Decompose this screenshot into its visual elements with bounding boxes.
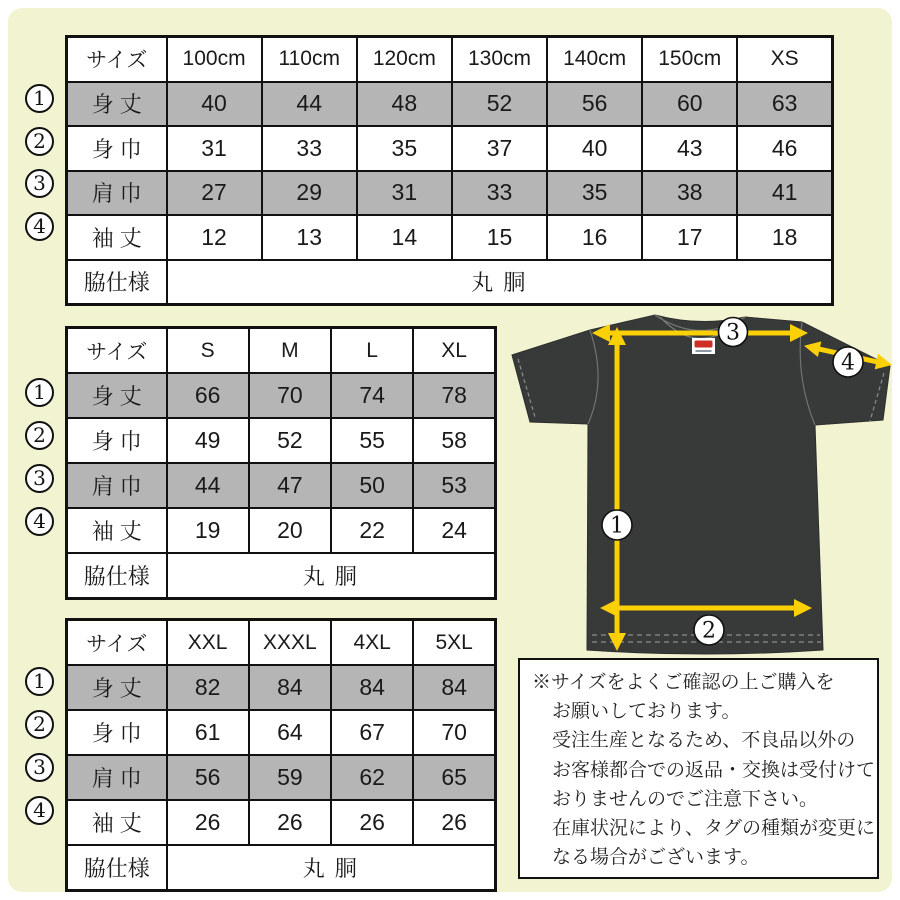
measure-row [67,710,496,755]
value-cell: 56 [167,755,249,800]
header-row [67,620,496,666]
value-cell: 70 [413,710,495,755]
value-cell: 48 [357,82,452,127]
value-cell: 26 [331,800,413,845]
value-cell: 26 [413,800,495,845]
value-cell: 24 [413,508,495,553]
value-cell: 18 [737,215,832,260]
kids-size-table-wrap [65,35,834,306]
value-cell: 17 [642,215,737,260]
svg-text:1: 1 [610,513,624,539]
notice-line: 在庫状況により、タグの種類が変更に [552,818,876,840]
header-cell: 4XL [331,620,413,666]
value-cell: 15 [452,215,547,260]
circled-4-badge: 4 [25,212,54,241]
row-label: 身 巾 [67,710,167,755]
measure-row [67,418,496,463]
header-cell: 130cm [452,37,547,82]
value-cell: 41 [737,171,832,216]
header-row [67,37,833,82]
value-cell: 55 [331,418,413,463]
notice-line: なる場合がございます。 [552,847,760,869]
value-cell: 56 [547,82,642,127]
header-cell: XL [413,328,495,374]
notice-line: ※サイズをよくご確認の上ご購入を [532,672,835,693]
kids-size-chart [65,35,834,306]
svg-text:2: 2 [702,618,716,644]
svg-text:4: 4 [841,350,855,376]
footer-row [67,553,496,599]
value-cell: 44 [262,82,357,127]
circled-4-badge: 4 [25,507,54,536]
tshirt-measurement-diagram [504,311,898,659]
value-cell: 33 [262,126,357,171]
measure-row [67,215,833,260]
value-cell: 74 [331,373,413,418]
circled-2-badge: 2 [25,421,54,450]
row-label: 身 丈 [67,82,167,127]
row-label: 身 丈 [67,373,167,418]
row-label: 身 巾 [67,126,167,171]
circled-1-badge [602,510,632,540]
notice-line: お客様都合での返品・交換は受付けて [552,759,876,781]
value-cell: 84 [331,665,413,710]
circled-3-badge [719,318,748,347]
circled-3-badge: 3 [25,753,54,782]
value-cell: 63 [737,82,832,127]
header-cell: 120cm [357,37,452,82]
svg-text:3: 3 [726,320,740,346]
value-cell: 60 [642,82,737,127]
value-cell: 33 [452,171,547,216]
value-cell: 14 [357,215,452,260]
value-cell: 19 [167,508,249,553]
header-cell: M [249,328,331,374]
circled-2-badge: 2 [25,127,54,156]
footer-label: 脇仕様 [67,553,167,599]
notice-line: お願いしております。 [552,701,741,723]
value-cell: 26 [249,800,331,845]
header-cell: 100cm [167,37,262,82]
measure-row [67,463,496,508]
footer-value: 丸 胴 [167,553,496,599]
notice-line: おりませんのでご注意下さい。 [552,788,819,810]
value-cell: 16 [547,215,642,260]
circled-1-badge: 1 [25,84,54,113]
header-cell: XS [737,37,832,82]
row-label: 肩 巾 [67,463,167,508]
purchase-notice-box [518,658,879,879]
value-cell: 52 [249,418,331,463]
value-cell: 65 [413,755,495,800]
big-size-table-wrap [65,618,497,892]
value-cell: 22 [331,508,413,553]
footer-label: 脇仕様 [67,260,167,305]
value-cell: 31 [167,126,262,171]
footer-label: 脇仕様 [67,845,167,891]
circled-2-badge [694,615,724,645]
measure-row [67,508,496,553]
footer-value: 丸 胴 [167,845,496,891]
value-cell: 59 [249,755,331,800]
header-cell: 140cm [547,37,642,82]
value-cell: 26 [167,800,249,845]
header-cell: サイズ [67,620,167,666]
adult-size-table-wrap [65,326,497,600]
measure-row [67,373,496,418]
row-label: 肩 巾 [67,171,167,216]
value-cell: 49 [167,418,249,463]
value-cell: 78 [413,373,495,418]
header-row [67,328,496,374]
value-cell: 38 [642,171,737,216]
value-cell: 61 [167,710,249,755]
notice-line: 受注生産となるため、不良品以外の [552,730,856,752]
value-cell: 50 [331,463,413,508]
footer-value: 丸 胴 [167,260,833,305]
row-label: 身 丈 [67,665,167,710]
measure-row [67,755,496,800]
measure-row [67,171,833,216]
circled-2-badge: 2 [25,710,54,739]
value-cell: 64 [249,710,331,755]
circled-4-badge [833,347,863,377]
value-cell: 82 [167,665,249,710]
header-cell: S [167,328,249,374]
footer-row [67,845,496,891]
header-cell: サイズ [67,37,167,82]
value-cell: 66 [167,373,249,418]
big-size-chart [65,618,497,892]
value-cell: 35 [357,126,452,171]
circled-1-badge: 1 [25,667,54,696]
circled-1-badge: 1 [25,378,54,407]
row-label: 袖 丈 [67,508,167,553]
header-cell: 110cm [262,37,357,82]
value-cell: 29 [262,171,357,216]
value-cell: 84 [249,665,331,710]
value-cell: 44 [167,463,249,508]
measure-row [67,665,496,710]
value-cell: 20 [249,508,331,553]
row-label: 袖 丈 [67,800,167,845]
value-cell: 43 [642,126,737,171]
row-label: 身 巾 [67,418,167,463]
value-cell: 46 [737,126,832,171]
measure-row [67,800,496,845]
value-cell: 12 [167,215,262,260]
circled-3-badge: 3 [25,464,54,493]
value-cell: 31 [357,171,452,216]
value-cell: 40 [547,126,642,171]
value-cell: 35 [547,171,642,216]
value-cell: 40 [167,82,262,127]
value-cell: 27 [167,171,262,216]
header-cell: 5XL [413,620,495,666]
value-cell: 67 [331,710,413,755]
value-cell: 70 [249,373,331,418]
adult-size-chart [65,326,497,600]
circled-4-badge: 4 [25,796,54,825]
brand-tag [692,338,715,354]
header-cell: XXL [167,620,249,666]
value-cell: 52 [452,82,547,127]
row-label: 袖 丈 [67,215,167,260]
row-label: 肩 巾 [67,755,167,800]
footer-row [67,260,833,305]
value-cell: 47 [249,463,331,508]
value-cell: 37 [452,126,547,171]
value-cell: 53 [413,463,495,508]
value-cell: 13 [262,215,357,260]
header-cell: 150cm [642,37,737,82]
header-cell: XXXL [249,620,331,666]
value-cell: 58 [413,418,495,463]
value-cell: 84 [413,665,495,710]
header-cell: サイズ [67,328,167,374]
measure-row [67,126,833,171]
header-cell: L [331,328,413,374]
circled-3-badge: 3 [25,169,54,198]
measure-row [67,82,833,127]
value-cell: 62 [331,755,413,800]
